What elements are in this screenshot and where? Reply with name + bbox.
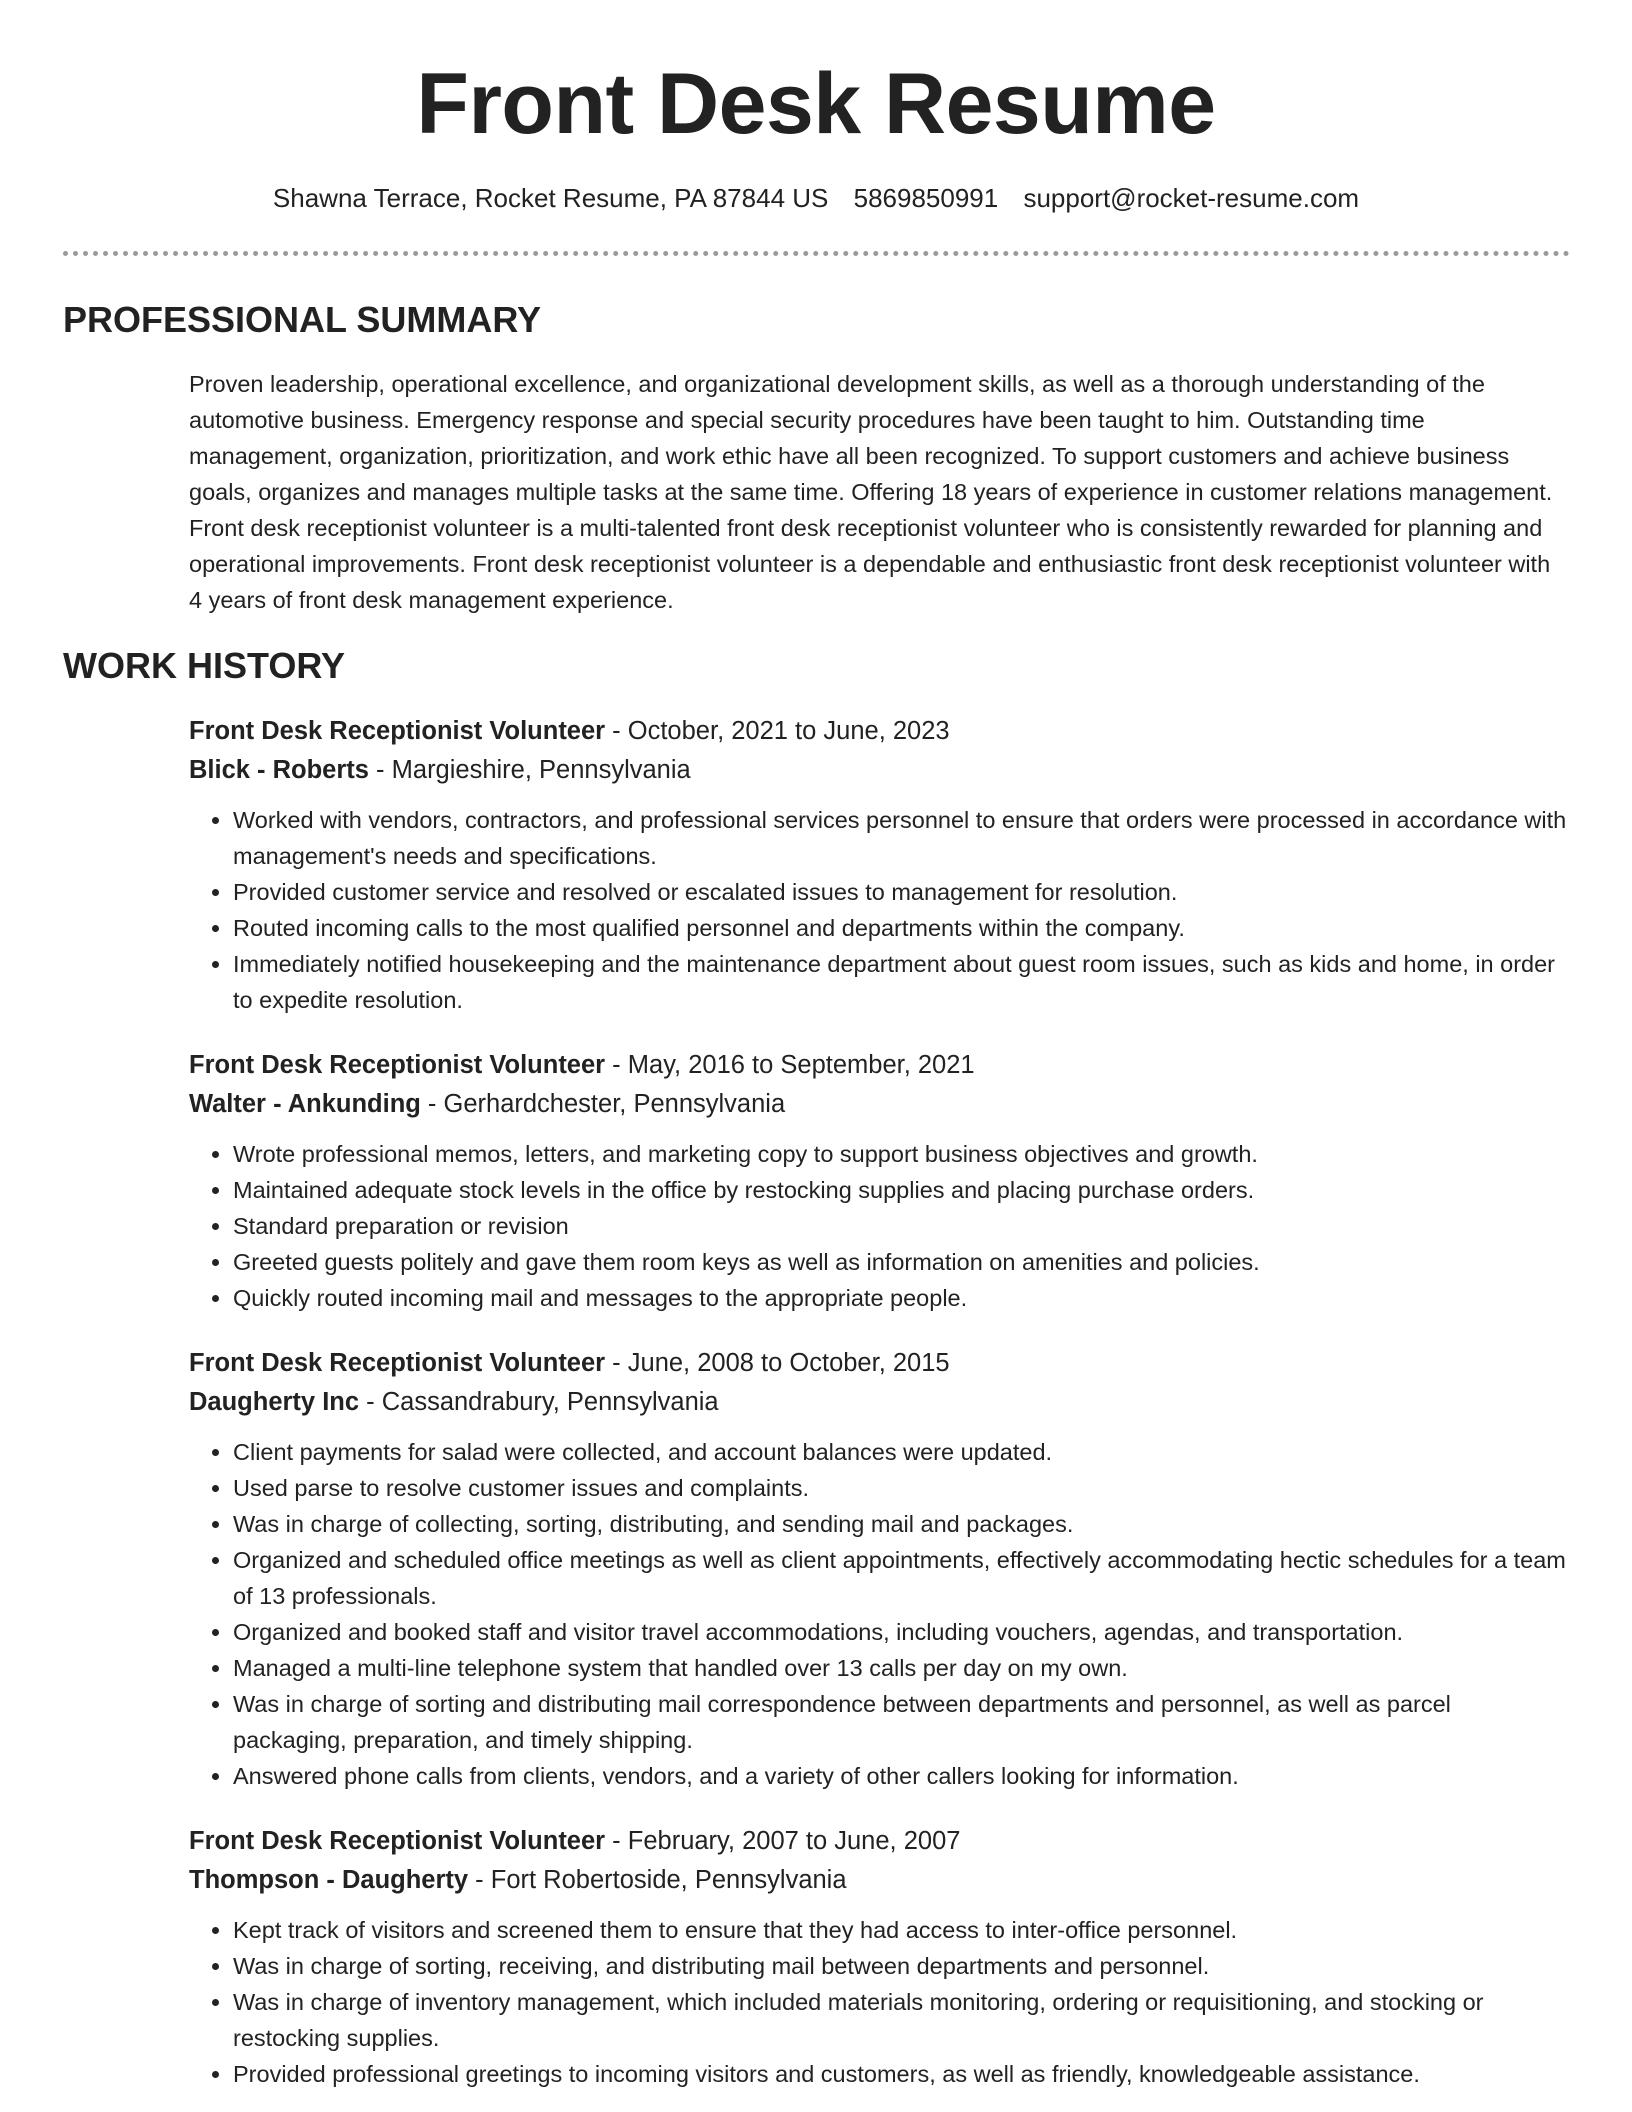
contact-line [0, 180, 1632, 216]
contact-email: support@rocket-resume.com [1023, 183, 1360, 213]
job-bullet: • Organized and booked staff and visitor travel accommodations, including vouchers, agendas, and transportation. [233, 1614, 1569, 1650]
job-bullet: • Greeted guests politely and gave them room keys as well as information on amenities and policies. [233, 1244, 1569, 1280]
summary-heading: PROFESSIONAL SUMMARY [63, 299, 542, 340]
job-dates: October, 2021 to June, 2023 [627, 717, 950, 745]
job-title-line [189, 1046, 1569, 1085]
job-bullet: • Maintained adequate stock levels in the office by restocking supplies and placing purchase orders. [233, 1172, 1569, 1208]
job-bullet: • Immediately notified housekeeping and the maintenance department about guest room issues, such as kids and home, in order to expedite resolution. [233, 946, 1569, 1018]
contact-address: Shawna Terrace, Rocket Resume, PA 87844 US [272, 183, 829, 213]
job-bullets [189, 802, 1569, 1018]
job-title-line [189, 712, 1569, 751]
job-bullet: • Managed a multi-line telephone system that handled over 13 calls per day on my own. [233, 1650, 1569, 1686]
job-dates: June, 2008 to October, 2015 [627, 1349, 950, 1377]
job-bullet: • Used parse to resolve customer issues and complaints. [233, 1470, 1569, 1506]
job-title: Front Desk Receptionist Volunteer [189, 1051, 606, 1079]
job-dates: May, 2016 to September, 2021 [627, 1051, 975, 1079]
job-company-line [189, 1085, 1569, 1124]
job-bullet: • Kept track of visitors and screened them to ensure that they had access to inter-office personnel. [233, 1912, 1569, 1948]
job-bullet: • Worked with vendors, contractors, and professional services personnel to ensure that orders were processed in accordance with management's needs and specifications. [233, 802, 1569, 874]
job-entry [189, 1046, 1569, 1316]
job-bullets [189, 1434, 1569, 1794]
job-company: Thompson - Daugherty [189, 1866, 469, 1894]
job-title-line [189, 1344, 1569, 1383]
separator: - [605, 1349, 628, 1377]
job-title-line [189, 1822, 1569, 1861]
job-location: Margieshire, Pennsylvania [391, 756, 691, 784]
job-bullet: • Client payments for salad were collected, and account balances were updated. [233, 1434, 1569, 1470]
job-company-line [189, 751, 1569, 790]
job-bullet: • Provided professional greetings to incoming visitors and customers, as well as friendly, knowledgeable assistance. [233, 2056, 1569, 2092]
work-history-list [189, 712, 1569, 2112]
job-company: Blick - Roberts [189, 756, 369, 784]
job-location: Gerhardchester, Pennsylvania [443, 1090, 786, 1118]
job-title: Front Desk Receptionist Volunteer [189, 1827, 606, 1855]
job-bullet: • Was in charge of collecting, sorting, distributing, and sending mail and packages. [233, 1506, 1569, 1542]
job-bullet: • Standard preparation or revision [233, 1208, 1569, 1244]
job-title: Front Desk Receptionist Volunteer [189, 1349, 606, 1377]
contact-phone: 5869850991 [853, 183, 999, 213]
job-entry [189, 1344, 1569, 1794]
job-location: Fort Robertoside, Pennsylvania [490, 1866, 847, 1894]
separator: - [359, 1388, 382, 1416]
job-bullet: • Wrote professional memos, letters, and marketing copy to support business objectives and growth. [233, 1136, 1569, 1172]
separator: - [605, 717, 628, 745]
separator: - [605, 1827, 628, 1855]
separator: - [368, 756, 392, 784]
job-bullets [189, 1136, 1569, 1316]
job-entry [189, 1822, 1569, 2092]
job-bullet: • Routed incoming calls to the most qualified personnel and departments within the company. [233, 910, 1569, 946]
job-bullet: • Quickly routed incoming mail and messages to the appropriate people. [233, 1280, 1569, 1316]
job-bullet: • Was in charge of sorting and distributing mail correspondence between departments and personnel, as well as parcel packaging, preparation, and timely shipping. [233, 1686, 1569, 1758]
job-company: Daugherty Inc [189, 1388, 360, 1416]
work-history-heading: WORK HISTORY [63, 645, 346, 686]
job-title: Front Desk Receptionist Volunteer [189, 717, 606, 745]
job-company: Walter - Ankunding [189, 1090, 421, 1118]
resume-title: Front Desk Resume [416, 56, 1216, 152]
separator: - [468, 1866, 491, 1894]
job-bullet: • Provided customer service and resolved or escalated issues to management for resolution. [233, 874, 1569, 910]
separator: - [605, 1051, 628, 1079]
job-bullet: • Was in charge of inventory management, which included materials monitoring, ordering or requisitioning, and stocking or restocking supplies. [233, 1984, 1569, 2056]
job-entry [189, 712, 1569, 1018]
job-bullet: • Answered phone calls from clients, vendors, and a variety of other callers looking for information. [233, 1758, 1569, 1794]
separator: - [420, 1090, 444, 1118]
job-bullet: • Organized and scheduled office meetings as well as client appointments, effectively accommodating hectic schedules for a team of 13 professionals. [233, 1542, 1569, 1614]
header-divider [63, 251, 1570, 256]
job-dates: February, 2007 to June, 2007 [627, 1827, 961, 1855]
job-location: Cassandrabury, Pennsylvania [381, 1388, 719, 1416]
summary-text: Proven leadership, operational excellence, and organizational development skills, as well as a thorough understanding of the automotive business. Emergency response and special security procedures have been taught to him. Outstanding time management, organization, prioritization, and work ethic have all been recognized. To support customers and achieve business goals, organizes and manages multiple tasks at the same time. Offering 18 years of experience in customer relations management. Front desk receptionist volunteer is a multi-talented front desk receptionist volunteer who is consistently rewarded for planning and operational improvements. Front desk receptionist volunteer is a dependable and enthusiastic front desk receptionist volunteer with 4 years of front desk management experience. [189, 371, 1553, 613]
job-bullet: • Was in charge of sorting, receiving, and distributing mail between departments and personnel. [233, 1948, 1569, 1984]
job-company-line [189, 1383, 1569, 1422]
job-company-line [189, 1861, 1569, 1900]
job-bullets [189, 1912, 1569, 2092]
